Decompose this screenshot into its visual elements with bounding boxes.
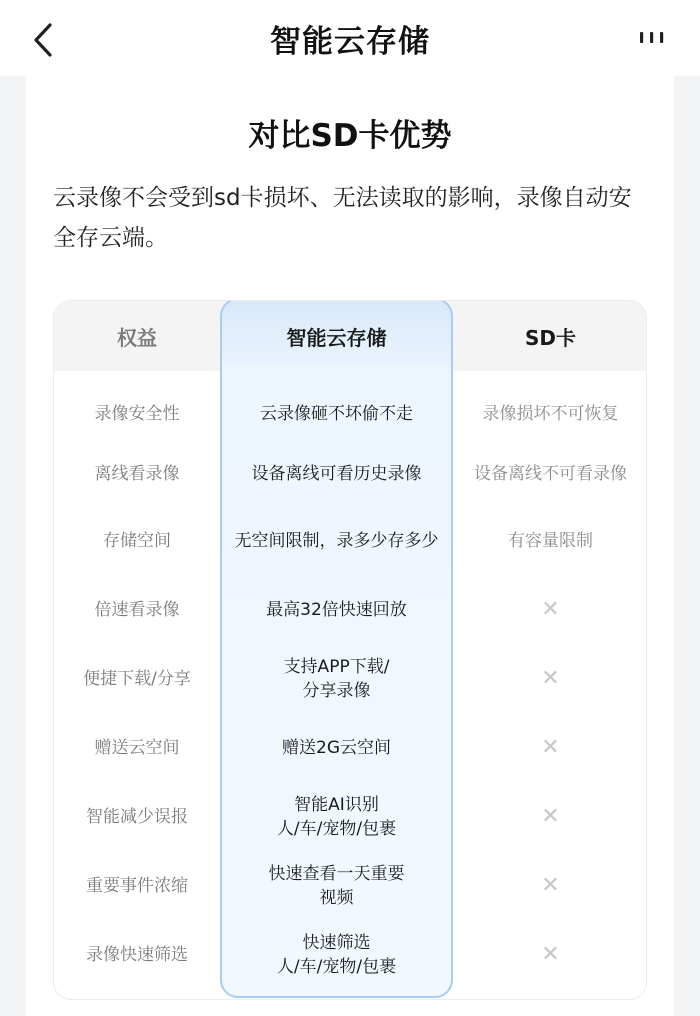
- benefit-cell: 重要事件浓缩: [86, 876, 188, 896]
- benefit-cell: 离线看录像: [94, 464, 180, 484]
- header-benefit: 权益: [117, 325, 157, 350]
- table-row: [54, 783, 647, 851]
- page-title: 智能云存储: [270, 24, 430, 60]
- more-button[interactable]: [632, 20, 672, 54]
- table-row: [54, 507, 647, 575]
- table-row: [54, 852, 647, 920]
- cloud-storage-cell: 快速筛选 人/车/宠物/包裹: [276, 933, 397, 977]
- top-nav-bar: [0, 0, 700, 76]
- header-sd-card: SD卡: [524, 325, 576, 350]
- comparison-card: [26, 76, 674, 1016]
- table-row: [54, 380, 647, 448]
- benefit-cell: 赠送云空间: [94, 738, 180, 758]
- benefit-cell: 智能减少误报: [86, 807, 188, 827]
- benefit-cell: 录像安全性: [94, 404, 180, 424]
- unsupported-cross-icon: ✕: [541, 873, 560, 898]
- cloud-storage-cell: 智能AI识别 人/车/宠物/包裹: [276, 795, 397, 839]
- cloud-storage-cell: 赠送2G云空间: [282, 738, 391, 758]
- cloud-storage-cell: 无空间限制，录多少存多少: [234, 531, 439, 551]
- unsupported-cross-icon: ✕: [541, 597, 560, 622]
- cloud-storage-cell: 最高32倍快速回放: [266, 600, 407, 620]
- comparison-table: [53, 300, 647, 1000]
- unsupported-cross-icon: ✕: [541, 804, 560, 829]
- benefit-cell: 存储空间: [103, 531, 171, 551]
- more-dots-icon: [637, 29, 667, 45]
- unsupported-cross-icon: ✕: [541, 942, 560, 967]
- cloud-storage-cell: 快速查看一天重要 视频: [268, 864, 405, 908]
- table-row: [54, 645, 647, 713]
- sd-card-cell: 设备离线不可看录像: [474, 464, 627, 484]
- cloud-storage-cell: 支持APP下载/ 分享录像: [283, 657, 390, 701]
- benefit-cell: 便捷下载/分享: [83, 669, 191, 689]
- benefit-cell: 录像快速筛选: [86, 945, 188, 965]
- table-row: [54, 921, 647, 989]
- table-row: [54, 440, 647, 508]
- sd-card-cell: 有容量限制: [508, 531, 593, 551]
- unsupported-cross-icon: ✕: [541, 666, 560, 691]
- benefit-cell: 倍速看录像: [94, 600, 180, 620]
- sd-card-cell: 录像损坏不可恢复: [482, 404, 619, 424]
- section-description: 云录像不会受到sd卡损坏、无法读取的影响，录像自动安全存云端。: [53, 185, 632, 251]
- cloud-storage-cell: 云录像砸不坏偷不走: [260, 404, 413, 424]
- table-row: [54, 576, 647, 644]
- header-cloud-storage: 智能云存储: [286, 325, 387, 350]
- cloud-storage-cell: 设备离线可看历史录像: [251, 464, 422, 484]
- unsupported-cross-icon: ✕: [541, 735, 560, 760]
- section-title: 对比SD卡优势: [248, 118, 452, 154]
- table-row: [54, 714, 647, 782]
